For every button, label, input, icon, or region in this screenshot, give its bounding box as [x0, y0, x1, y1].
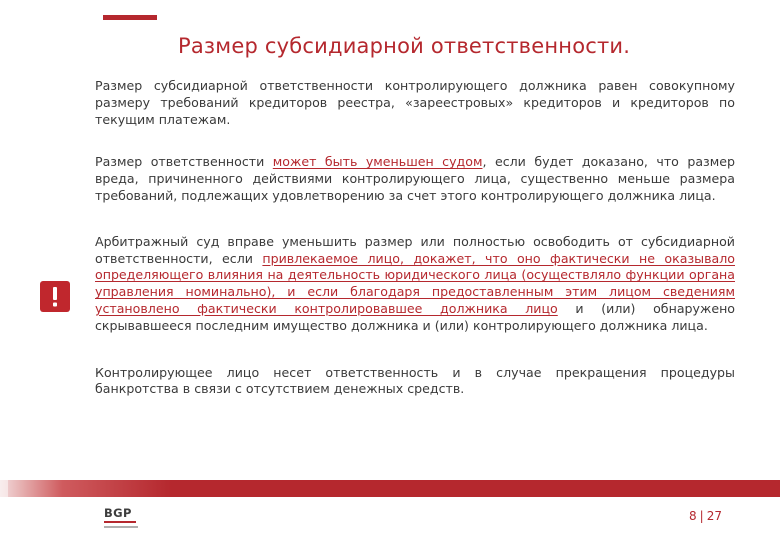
paragraph-liability-reduction: [95, 154, 735, 204]
paragraph2-text-before: Размер ответственности: [95, 154, 273, 170]
page-current: 8: [689, 509, 697, 523]
page-number: [689, 509, 722, 523]
paragraph3-text-after: и (или) обнаружено скрывавшееся последним имущество должника и (или) контролирующего должника лица.: [95, 300, 736, 333]
page-separator: |: [699, 509, 704, 523]
paragraph-liability-amount: Размер субсидиарной ответственности контролирующего должника равен совокупному размеру требований кредиторов реестра, «зареестровых» кредиторов и кредиторов по текущим платежам.: [95, 78, 735, 127]
logo-text: BGP: [104, 506, 132, 520]
paragraph-termination: Контролирующее лицо несет ответственность и в случае прекращения процедуры банкротства в связи с отсутствием денежных средств.: [95, 364, 735, 397]
footer-band: [0, 480, 780, 497]
paragraph-court-release: [95, 234, 735, 335]
release-conditions-link[interactable]: привлекаемое лицо, докажет, что оно фактически не оказывало определяющего влияния на деятельность юридического лица (осуществляло функции органа управления номинально), и если благодаря предоставленным этим лицом сведениям установлено фактически контролировавшее должника лицо: [95, 250, 735, 316]
slide-body: [95, 78, 735, 398]
slide-title: Размер субсидиарной ответственности.: [178, 34, 631, 58]
page-total: 27: [706, 509, 722, 523]
company-logo: [104, 507, 144, 529]
paragraph2-text-after: , если будет доказано, что размер вреда, причиненного действиями контролирующего лица, существенно меньше размера требований, подлежащих удовлетворению за счет этого контролирующего должника лица.: [95, 154, 735, 203]
reduction-link[interactable]: может быть уменьшен судом: [272, 154, 483, 170]
top-accent-bar: [103, 15, 157, 20]
paragraph3-text-before: Арбитражный суд вправе уменьшить размер или полностью освободить от субсидиарной ответственности, если: [95, 233, 735, 266]
logo-subtext-mark: [104, 526, 138, 528]
exclamation-icon: [40, 281, 70, 312]
logo-accent-line: [104, 521, 136, 523]
